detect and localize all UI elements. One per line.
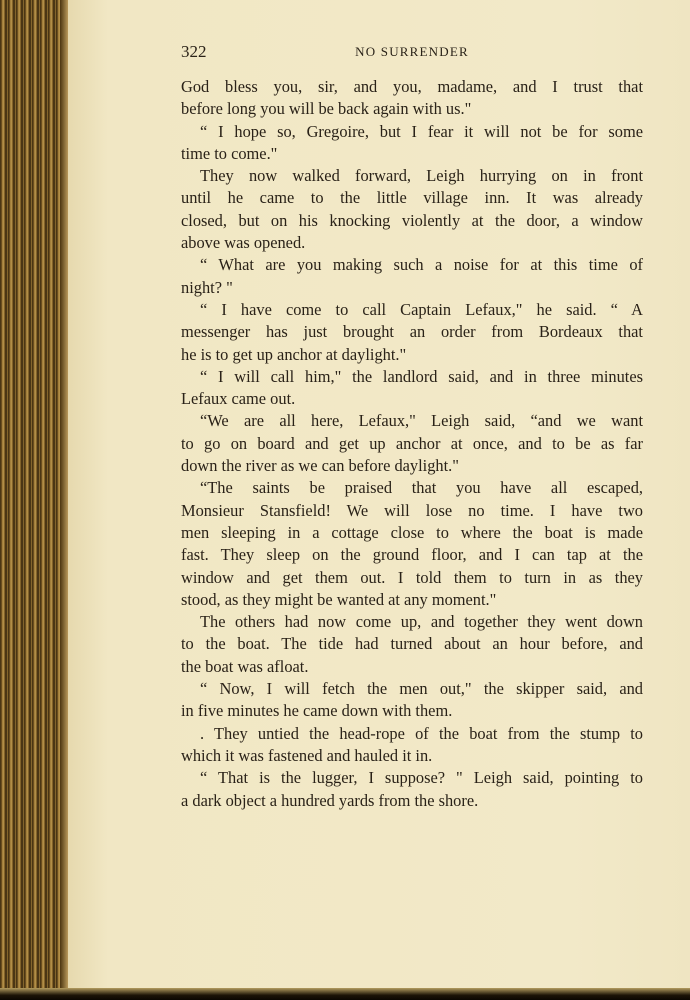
text-line: “ What are you making such a noise for at this time of <box>200 255 643 275</box>
text-line: men sleeping in a cottage close to where the boat is made <box>181 522 643 542</box>
text-line: until he came to the little village inn. It was already <box>181 188 643 208</box>
page-number: 322 <box>181 42 207 61</box>
text-line: before long you will be back again with us." <box>181 99 472 119</box>
text-line: “ I have come to call Captain Lefaux," he said. “ A <box>200 299 643 319</box>
text-line: Lefaux came out. <box>181 389 296 409</box>
text-line: in five minutes he came down with them. <box>181 701 453 721</box>
text-line: the boat was afloat. <box>181 656 309 676</box>
text-line: . They untied the head-rope of the boat from the stump to <box>200 723 643 743</box>
text-line: which it was fastened and hauled it in. <box>181 745 433 765</box>
text-line: he is to get up anchor at daylight." <box>181 344 407 364</box>
text-line: Monsieur Stansfield! We will lose no time. I have two <box>181 500 643 520</box>
text-line: messenger has just brought an order from Bordeaux that <box>181 322 643 342</box>
text-line: “ I hope so, Gregoire, but I fear it will not be for some <box>200 121 643 141</box>
text-line: window and get them out. I told them to turn in as they <box>181 567 643 587</box>
text-line: above was opened. <box>181 233 306 253</box>
body-text <box>181 76 643 812</box>
book-binding-edge <box>0 0 68 1000</box>
text-line: fast. They sleep on the ground floor, and I can tap at the <box>181 545 643 565</box>
text-line: The others had now come up, and together they went down <box>200 612 643 632</box>
text-line: “We are all here, Lefaux," Leigh said, “and we want <box>200 411 643 431</box>
text-line: closed, but on his knocking violently at the door, a window <box>181 210 643 230</box>
text-line: down the river as we can before daylight." <box>181 456 459 476</box>
text-line: night? " <box>181 277 233 297</box>
text-line: “ I will call him," the landlord said, and in three minutes <box>200 366 643 386</box>
text-line: “ That is the lugger, I suppose? " Leigh said, pointing to <box>200 768 643 788</box>
text-line: to the boat. The tide had turned about an hour before, and <box>181 634 643 654</box>
text-line: a dark object a hundred yards from the shore. <box>181 790 479 810</box>
text-line: God bless you, sir, and you, madame, and I trust that <box>181 77 643 96</box>
text-line: to go on board and get up anchor at once, and to be as far <box>181 433 643 453</box>
text-line: “ Now, I will fetch the men out," the skipper said, and <box>200 679 643 699</box>
text-line: “The saints be praised that you have all escaped, <box>200 478 643 498</box>
text-line: stood, as they might be wanted at any moment." <box>181 589 497 609</box>
text-line: time to come." <box>181 143 278 163</box>
text-line: They now walked forward, Leigh hurrying on in front <box>200 166 643 186</box>
page-bottom-edge <box>0 988 690 1000</box>
running-head <box>181 42 643 64</box>
running-head-title: NO SURRENDER <box>355 44 469 59</box>
